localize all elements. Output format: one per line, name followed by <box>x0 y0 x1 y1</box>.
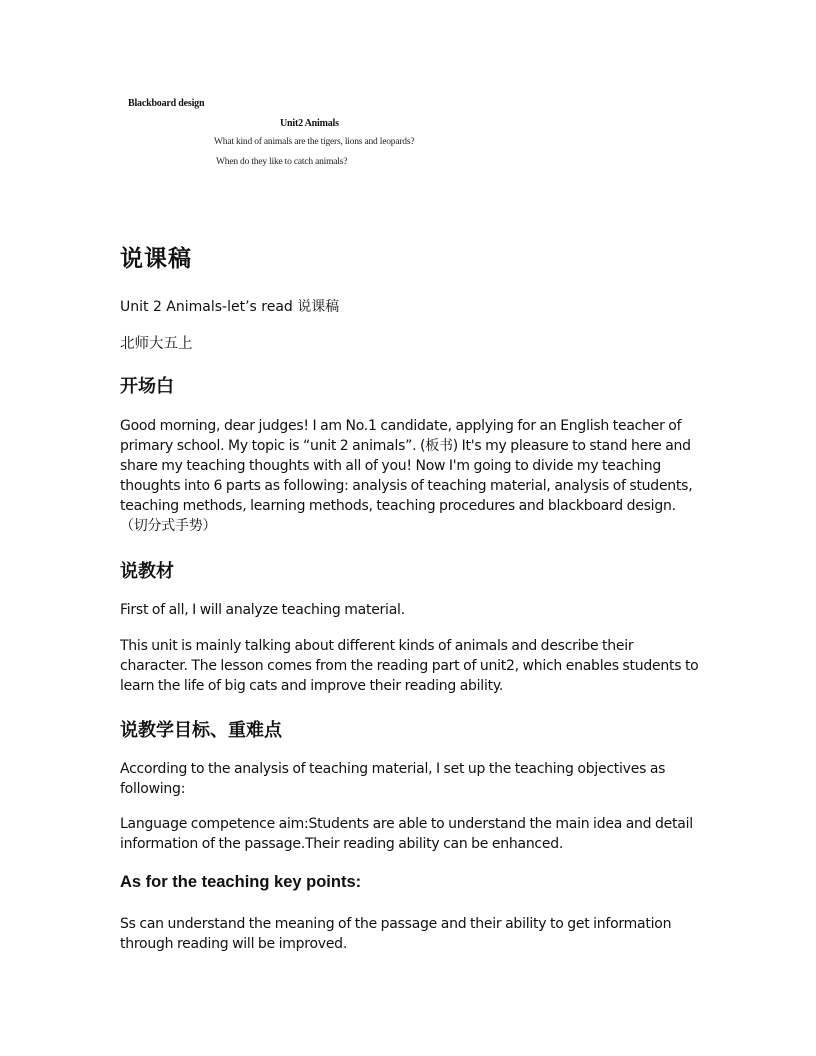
blackboard-label: Blackboard design <box>128 98 205 109</box>
grade-label: 北师大五上 <box>120 336 193 352</box>
section-heading-keypoints: As for the teaching key points: <box>120 873 362 891</box>
keypoints-paragraph: Ss can understand the meaning of the passage and their ability to get information through reading will be improved. <box>120 916 672 952</box>
document-subtitle: Unit 2 Animals-let’s read 说课稿 <box>120 299 340 315</box>
section-heading-material: 说教材 <box>120 561 174 582</box>
objectives-paragraph-2: Language competence aim:Students are able to understand the main idea and detail information of the passage.Their reading ability can be enhanced. <box>120 816 693 852</box>
material-paragraph-1: First of all, I will analyze teaching material. <box>120 602 405 618</box>
section-heading-objectives: 说教学目标、重难点 <box>120 720 282 741</box>
objectives-paragraph-1: According to the analysis of teaching material, I set up the teaching objectives as following: <box>120 761 666 797</box>
blackboard-question-2: When do they like to catch animals? <box>216 157 348 167</box>
section-heading-opening: 开场白 <box>120 376 174 397</box>
material-paragraph-2: This unit is mainly talking about different kinds of animals and describe their character. The lesson comes from the reading part of unit2, which enables students to learn the life of big cats and improve their reading ability. <box>120 638 699 694</box>
document-title: 说课稿 <box>120 246 192 272</box>
blackboard-design-image <box>120 92 480 182</box>
blackboard-title: Unit2 Animals <box>280 118 339 129</box>
blackboard-question-1: What kind of animals are the tigers, lions and leopards? <box>214 137 415 147</box>
opening-paragraph: Good morning, dear judges! I am No.1 candidate, applying for an English teacher of primary school. My topic is “unit 2 animals”. (板书) It's my pleasure to stand here and share my teaching thoughts with all of you! Now I'm going to divide my teaching thoughts into 6 parts as following: analysis of teaching material, analysis of students, teaching methods, learning methods, teaching procedures and blackboard design.（切分式手势） <box>120 418 693 534</box>
